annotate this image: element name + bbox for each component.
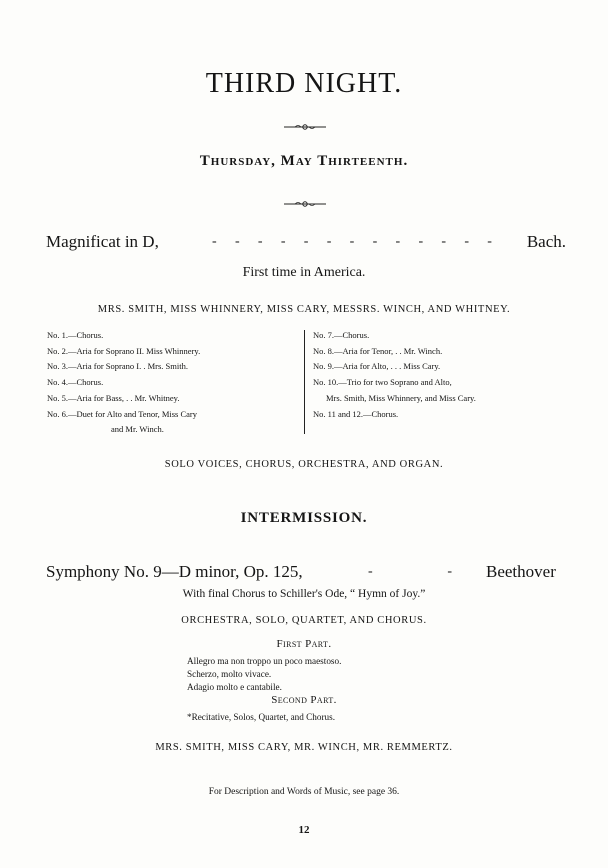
list-item: No. 5.—Aria for Bass, . . Mr. Whitney. xyxy=(47,392,180,403)
first-part-movements xyxy=(187,655,341,694)
list-item: Allegro ma non troppo un poco maestoso. xyxy=(187,656,342,666)
column-divider xyxy=(304,330,305,434)
soloists-magnificat: MRS. SMITH, MISS WHINNERY, MISS CARY, MESSRS. WINCH, AND WHITNEY. xyxy=(97,304,511,315)
forces-symphony: ORCHESTRA, SOLO, QUARTET, AND CHORUS. xyxy=(181,615,427,626)
list-item: No. 3.—Aria for Soprano I. . Mrs. Smith. xyxy=(47,361,188,372)
list-item: No. 9.—Aria for Alto, . . . Miss Cary. xyxy=(313,361,441,372)
list-item: No. 2.—Aria for Soprano II. Miss Whinnery. xyxy=(47,345,201,356)
page-title: THIRD NIGHT. xyxy=(205,68,403,99)
concert-date: Thursday, May Thirteenth. xyxy=(199,153,409,169)
list-item: Adagio molto e cantabile. xyxy=(187,682,282,692)
footnote: For Description and Words of Music, see page 36. xyxy=(208,787,400,797)
composer-beethoven: Beethover xyxy=(486,562,556,581)
second-part-movement: *Recitative, Solos, Quartet, and Chorus. xyxy=(187,712,335,722)
first-part-heading: First Part. xyxy=(276,638,332,650)
forces-magnificat: SOLO VOICES, CHORUS, ORCHESTRA, AND ORGAN. xyxy=(164,459,444,470)
leader-dashes: - - xyxy=(368,564,452,579)
leader-dashes: - - - - - - - - - - - - - xyxy=(212,234,492,249)
list-item: No. 7.—Chorus. xyxy=(313,330,370,340)
second-part-heading: Second Part. xyxy=(271,694,337,706)
list-item: No. 6.—Duet for Alto and Tenor, Miss Cary xyxy=(47,408,198,419)
final-chorus-note: With final Chorus to Schiller's Ode, “ Hymn of Joy.” xyxy=(182,588,426,600)
page-number: 12 xyxy=(298,824,310,836)
list-item: Scherzo, molto vivace. xyxy=(187,669,272,679)
composer-bach: Bach. xyxy=(526,232,566,251)
ornament-divider xyxy=(0,122,608,132)
work-title-magnificat: Magnificat in D, xyxy=(46,232,159,251)
list-item: No. 11 and 12.—Chorus. xyxy=(313,408,399,419)
work-title-symphony: Symphony No. 9—D minor, Op. 125, xyxy=(46,562,303,581)
list-item: No. 4.—Chorus. xyxy=(47,377,104,388)
ornament-divider xyxy=(0,199,608,209)
list-item: No. 1.—Chorus. xyxy=(47,330,104,340)
intermission-heading: INTERMISSION. xyxy=(240,510,368,526)
movement-list-right xyxy=(313,328,476,422)
list-item: and Mr. Winch. xyxy=(111,424,164,435)
first-time-note: First time in America. xyxy=(242,265,366,280)
list-item: Mrs. Smith, Miss Whinnery, and Miss Cary. xyxy=(326,392,476,403)
list-item: No. 8.—Aria for Tenor, . . Mr. Winch. xyxy=(313,345,443,356)
soloists-symphony: MRS. SMITH, MISS CARY, MR. WINCH, MR. REMMERTZ. xyxy=(155,742,453,753)
list-item: No. 10.—Trio for two Soprano and Alto, xyxy=(313,377,452,388)
movement-list-left xyxy=(47,328,200,438)
